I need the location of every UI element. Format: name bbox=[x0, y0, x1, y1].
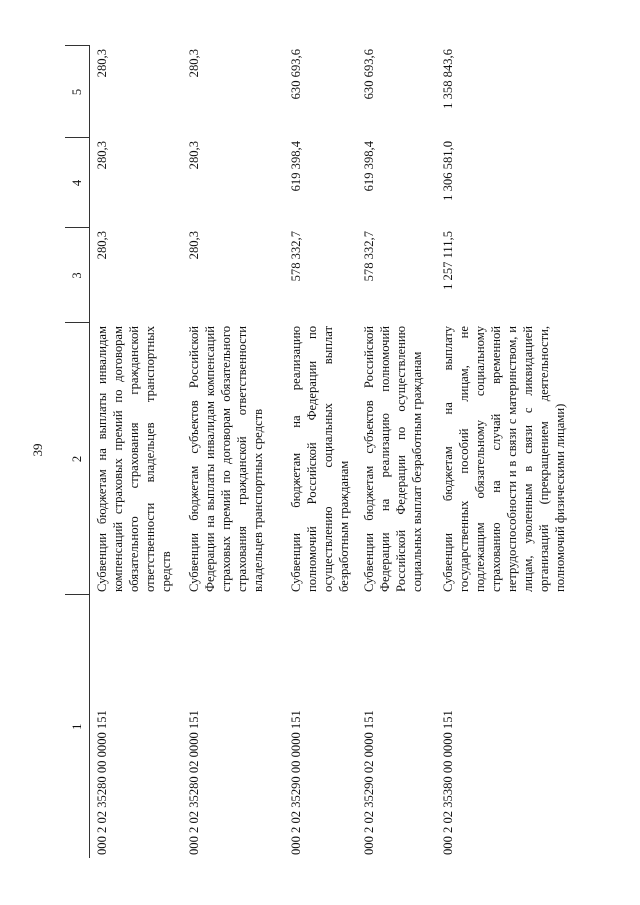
description-cell: Субвенции бюджетам на реализацию полномочий Российской Федерации по осуществлению социальных выплат безработным гражданам bbox=[289, 326, 351, 592]
column-header: 2 bbox=[65, 323, 90, 595]
budget-code-cell: 000 2 02 35290 00 0000 151 bbox=[289, 710, 303, 855]
column-header: 1 bbox=[65, 595, 90, 858]
amount-cell-col4: 619 398,4 bbox=[289, 141, 303, 192]
budget-code-cell: 000 2 02 35280 02 0000 151 bbox=[187, 710, 201, 855]
table-row bbox=[182, 46, 284, 858]
table-row bbox=[436, 46, 612, 858]
budget-table bbox=[65, 46, 612, 859]
table-row bbox=[90, 46, 183, 858]
budget-code-cell: 000 2 02 35280 00 0000 151 bbox=[95, 710, 109, 855]
amount-cell-col3: 578 332,7 bbox=[362, 231, 376, 282]
description-cell: Субвенции бюджетам на выплаты инвалидам компенсаций страховых премий по договорам обязательного страхования гражданской ответственности владельцев транспортных средств bbox=[95, 326, 173, 592]
amount-cell-col4: 280,3 bbox=[95, 141, 109, 170]
amount-cell-col3: 1 257 111,5 bbox=[441, 231, 455, 290]
column-header: 4 bbox=[65, 138, 90, 228]
table-row bbox=[284, 46, 357, 858]
page-number: 39 bbox=[30, 443, 45, 457]
amount-cell-col5: 1 358 843,6 bbox=[441, 49, 455, 109]
amount-cell-col5: 630 693,6 bbox=[289, 49, 303, 100]
amount-cell-col5: 280,3 bbox=[187, 49, 201, 78]
description-cell: Субвенции бюджетам субъектов Российской Федерации на выплаты инвалидам компенсаций страховых премий по договорам обязательного страхования гражданской ответственности владельцев транспортных средств bbox=[187, 326, 265, 592]
table-row bbox=[357, 46, 436, 858]
description-cell: Субвенции бюджетам субъектов Российской Федерации на реализацию полномочий Российской Федерации по осуществлению социальных выплат безработным гражданам bbox=[362, 326, 424, 592]
budget-code-cell: 000 2 02 35290 02 0000 151 bbox=[362, 710, 376, 855]
amount-cell-col5: 630 693,6 bbox=[362, 49, 376, 100]
amount-cell-col4: 619 398,4 bbox=[362, 141, 376, 192]
amount-cell-col3: 280,3 bbox=[187, 231, 201, 260]
amount-cell-col4: 1 306 581,0 bbox=[441, 141, 455, 201]
budget-code-cell: 000 2 02 35380 00 0000 151 bbox=[441, 710, 455, 855]
table-header-row bbox=[65, 46, 90, 858]
rotated-table-container bbox=[65, 46, 612, 858]
column-header: 3 bbox=[65, 228, 90, 323]
description-cell: Субвенции бюджетам на выплату государственных пособий лицам, не подлежащим обязательному социальному страхованию на случай временной нетрудоспособности и в связи с материнством, и лицам, уволенным в связи с ликвидацией организаций (прекращением деятельности, полномочий физическими лицами) bbox=[441, 326, 567, 592]
amount-cell-col4: 280,3 bbox=[187, 141, 201, 170]
column-header: 5 bbox=[65, 46, 90, 138]
amount-cell-col3: 578 332,7 bbox=[289, 231, 303, 282]
amount-cell-col5: 280,3 bbox=[95, 49, 109, 78]
amount-cell-col3: 280,3 bbox=[95, 231, 109, 260]
